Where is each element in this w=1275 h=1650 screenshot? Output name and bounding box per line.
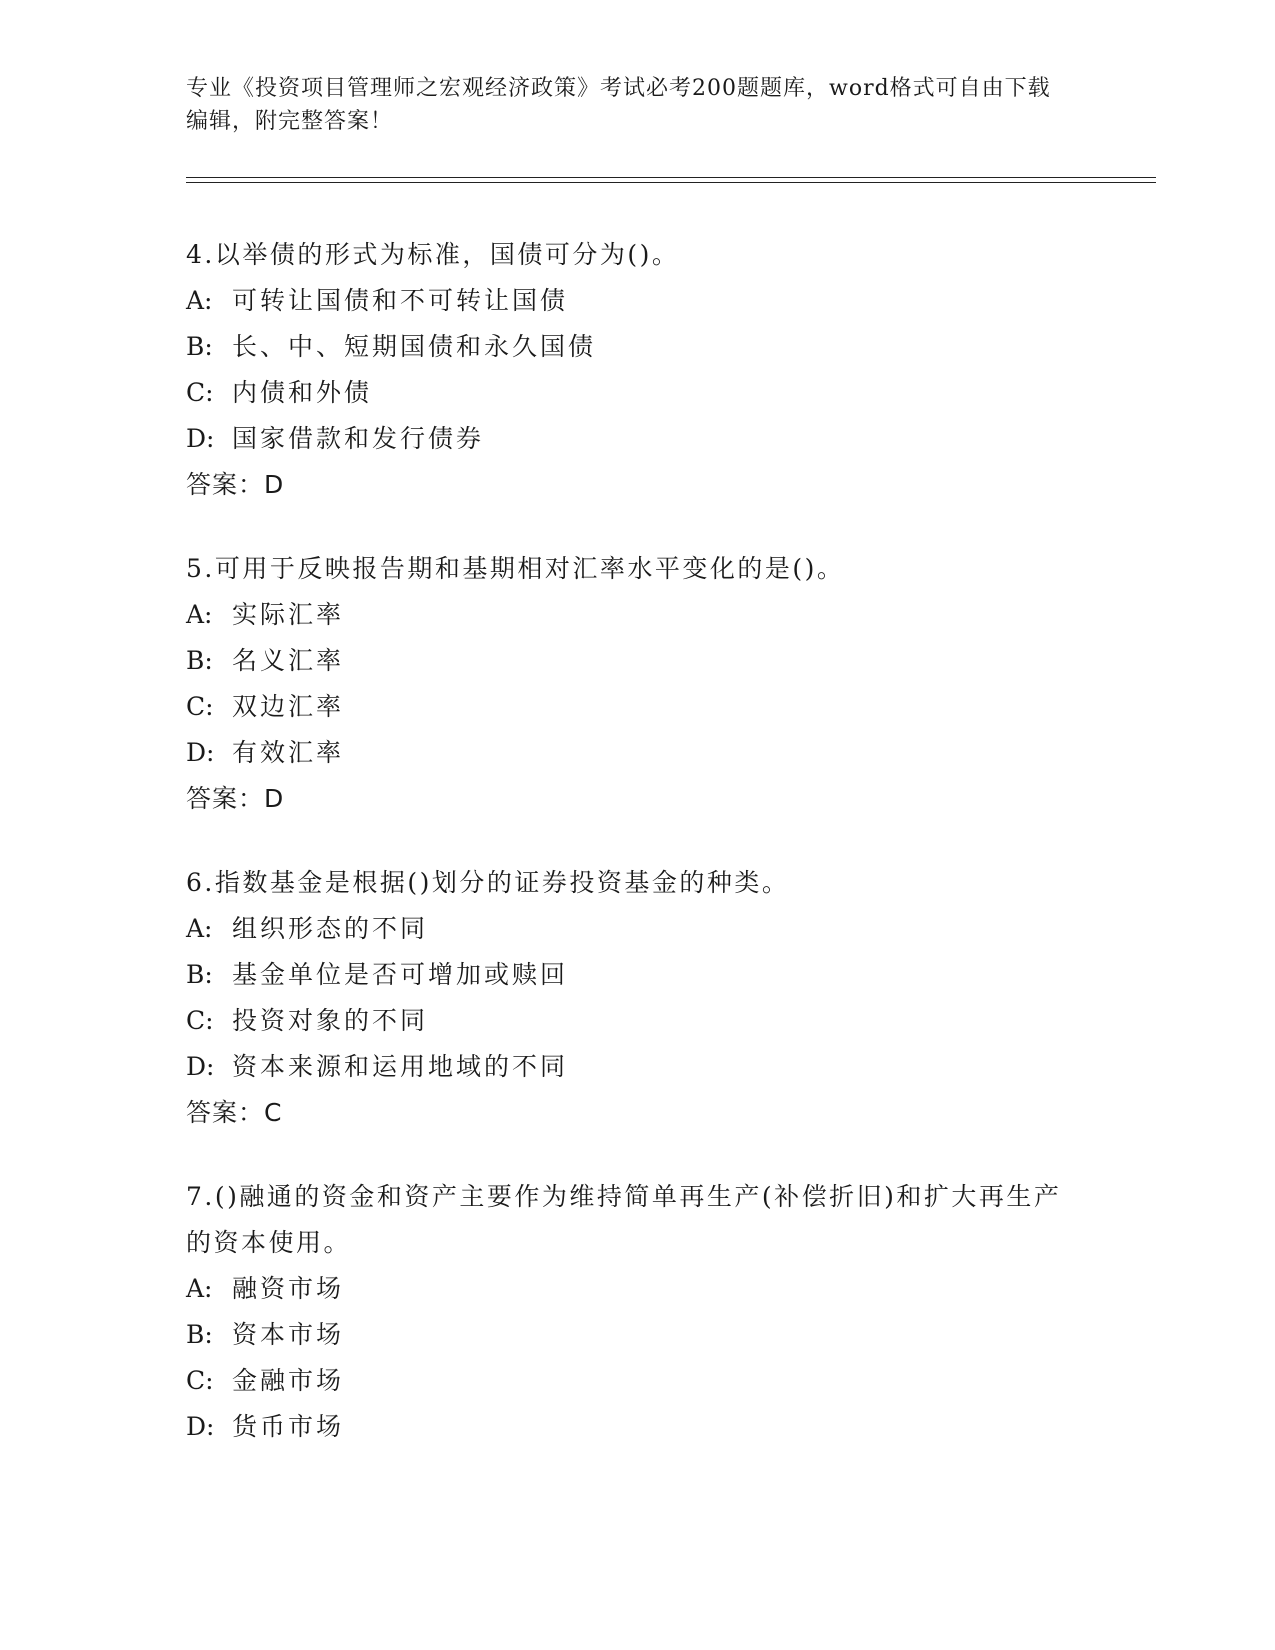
option-label: B: [186,960,213,989]
option-text: 实际汇率 [232,600,345,629]
option-label: C: [186,1366,214,1395]
option-label: C: [186,378,214,407]
option-text: 长、中、短期国债和永久国债 [232,332,597,361]
option-a [186,278,1086,324]
option-b [186,1312,1086,1358]
option-text: 国家借款和发行债券 [232,424,485,453]
option-label: D: [186,424,215,453]
option-text: 资本来源和运用地域的不同 [232,1052,569,1081]
question-4 [186,232,1086,508]
option-label: A: [186,286,213,315]
option-label: B: [186,1320,213,1349]
option-d [186,1044,1086,1090]
option-label: C: [186,1006,214,1035]
option-text: 资本市场 [232,1320,345,1349]
header-divider-bottom [186,182,1156,183]
answer-line: 答案：C [186,1098,283,1127]
option-label: D: [186,1412,215,1441]
option-label: A: [186,914,213,943]
answer-line: 答案：D [186,784,285,813]
option-label: A: [186,600,213,629]
option-b [186,324,1086,370]
option-label: D: [186,738,215,767]
option-label: A: [186,1274,213,1303]
question-stem: 4.以举债的形式为标准，国债可分为()。 [186,240,680,269]
question-5 [186,546,1086,822]
option-text: 可转让国债和不可转让国债 [232,286,569,315]
header-divider-top [186,177,1156,178]
option-b [186,952,1086,998]
option-a [186,1266,1086,1312]
option-c [186,370,1086,416]
option-text: 名义汇率 [232,646,345,675]
option-text: 基金单位是否可增加或赎回 [232,960,569,989]
option-text: 融资市场 [232,1274,345,1303]
option-b [186,638,1086,684]
option-label: C: [186,692,214,721]
question-stem: 6.指数基金是根据()划分的证券投资基金的种类。 [186,868,790,897]
document-header [186,72,1066,138]
option-c [186,1358,1086,1404]
option-text: 投资对象的不同 [232,1006,429,1035]
option-text: 双边汇率 [232,692,345,721]
option-text: 金融市场 [232,1366,345,1395]
option-c [186,998,1086,1044]
option-label: B: [186,332,213,361]
option-text: 组织形态的不同 [232,914,429,943]
question-list [186,232,1086,1488]
option-a [186,592,1086,638]
option-c [186,684,1086,730]
option-text: 货币市场 [232,1412,345,1441]
option-label: B: [186,646,213,675]
option-label: D: [186,1052,215,1081]
option-d [186,1404,1086,1450]
option-d [186,730,1086,776]
document-title: 专业《投资项目管理师之宏观经济政策》考试必考200题题库，word格式可自由下载编辑，附完整答案！ [186,76,1051,134]
question-stem: 7.()融通的资金和资产主要作为维持简单再生产(补偿折旧)和扩大再生产的资本使用。 [186,1182,1062,1257]
option-text: 有效汇率 [232,738,345,767]
option-a [186,906,1086,952]
question-stem: 5.可用于反映报告期和基期相对汇率水平变化的是()。 [186,554,845,583]
option-d [186,416,1086,462]
answer-line: 答案：D [186,470,285,499]
question-7 [186,1174,1086,1450]
option-text: 内债和外债 [232,378,373,407]
question-6 [186,860,1086,1136]
